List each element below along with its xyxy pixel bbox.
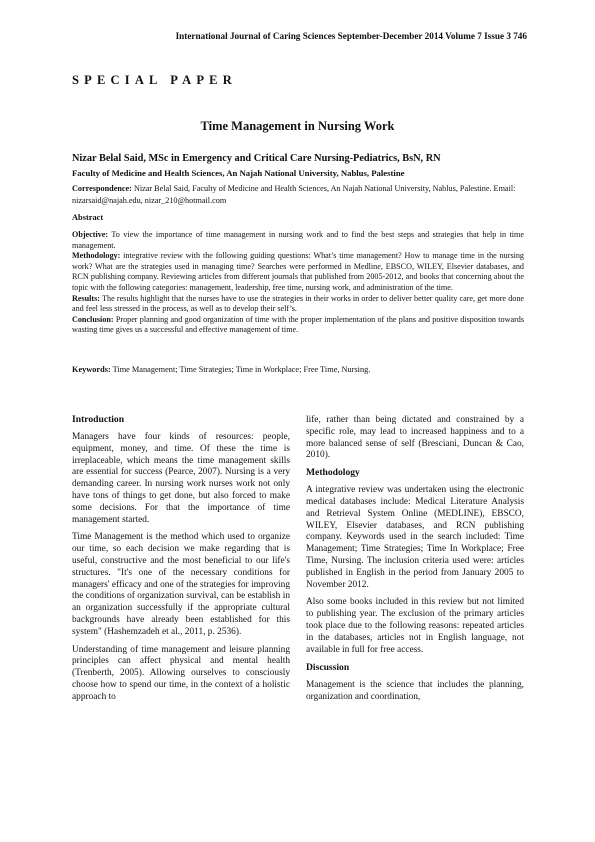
correspondence-text: Nizar Belal Said, Faculty of Medicine and Health Sciences, An Najah National University, Nablus, Palestine. Email: nizarsaid@najah.edu, nizar_210@hotmail.com [72, 184, 516, 206]
author-line: Nizar Belal Said, MSc in Emergency and Critical Care Nursing-Pediatrics, BsN, RN [72, 153, 441, 164]
right-column [306, 415, 524, 710]
correspondence-label: Correspondence: [72, 184, 132, 193]
methodology-heading: Methodology [306, 467, 360, 479]
objective-label: Objective: [72, 230, 109, 239]
introduction-heading: Introduction [72, 414, 125, 425]
abstract-objective [72, 230, 524, 251]
methodology-label: Methodology: [72, 251, 121, 261]
introduction-continued: life, rather than being dictated and constrained by a specific role, may lead to increased happiness and to a more balanced sense of self (Bresciani, Duncan & Cao, 2010). [306, 415, 524, 461]
discussion-paragraph-1: Management is the science that includes the planning, organization and coordination, [306, 680, 524, 703]
introduction-paragraph-2: Time Management is the method which used to organize our time, so each decision we make regarding that is useful, constructive and the most beneficial to our life's structures. "It's one of the necessary conditions for managers' efficacy and one of the strategies for improving the conditions of organization survival, can be establish in an organization successfully if the appropriate cultural backgrounds have already been established for this system" (Hashemzadeh et al., 2011, p. 2536). [72, 532, 290, 637]
abstract-heading: Abstract [72, 213, 104, 222]
abstract-methodology [72, 251, 524, 293]
objective-text: To view the importance of time management in nursing work and to find the best steps and strategies that help in time management. [72, 230, 524, 250]
abstract-body [72, 230, 524, 336]
keywords-text: Time Management; Time Strategies; Time in Workplace; Free Time, Nursing. [110, 365, 371, 374]
introduction-paragraph-1: Managers have four kinds of resources: people, equipment, money, and time. Of these the time is irreplaceable, which means the time management skills are essential for success (Pearce, 2007). Nursing is a very demanding career. In nursing work nurses work not only have tons of things to get done, but also forced to make some decisions. For that the importance of time management started. [72, 432, 290, 525]
conclusion-text: Proper planning and good organization of time with the proper implementation of the plans and positive disposition towards wasting time gives us a successful and effective management of time. [72, 314, 524, 335]
keywords [72, 365, 524, 374]
methodology-paragraph-2: Also some books included in this review but not limited to publishing year. The exclusion of the primary articles took place due to the following reasons: repeated articles in the databases, articles not in English language, not available in full for free access. [306, 597, 524, 655]
conclusion-label: Conclusion: [72, 314, 114, 324]
introduction-paragraph-3: Understanding of time management and leisure planning principles can affect physical and mental health (Trenberth, 2005). Allowing ourselves to consciously choose how to spend our time, in the context of a holistic approach to [72, 644, 290, 702]
section-type-label: SPECIAL PAPER [72, 73, 237, 87]
results-text: The results highlight that the nurses have to use the strategies in their works in order to deliver better quality care, get more done and feel less stressed in the process, as well as to develop their self’s. [72, 293, 524, 314]
author-affiliation: Faculty of Medicine and Health Sciences, An Najah National University, Nablus, Palestine [72, 168, 405, 178]
methodology-text: integrative review with the following guiding questions: What’s time management? How to manage time in the nursing work? What are the strategies used in managing time? Searches were performed in Medline, EBSCO, WILEY, Elsevier databases, and RCN publishing company. Reviewing articles from different journals that published from 2005-2012, and books that concerning about the topic with the following categories: management, leadership, free time, nursing work, and administration of the time. [72, 251, 524, 292]
correspondence [72, 183, 524, 208]
abstract-results [72, 294, 524, 315]
methodology-paragraph-1: A integrative review was undertaken using the electronic medical databases include: Medical Literature Analysis and Retrieval System Online (MEDLINE), EBSCO, WILEY, Elsevier databases, and RCN publishing company. Keywords used in the search included: Time Management; Time Strategies; Time In Workplace; Free Time, Nursing. The inclusion criteria used were: articles published in English in the period from January 2005 to November 2012. [306, 485, 524, 590]
results-label: Results: [72, 293, 100, 303]
article-title: Time Management in Nursing Work [200, 119, 395, 133]
running-header: International Journal of Caring Sciences September-December 2014 Volume 7 Issue 3 746 [175, 31, 527, 41]
abstract-conclusion [72, 315, 524, 336]
discussion-heading: Discussion [306, 662, 350, 674]
keywords-label: Keywords: [72, 365, 111, 374]
left-column [72, 414, 290, 710]
